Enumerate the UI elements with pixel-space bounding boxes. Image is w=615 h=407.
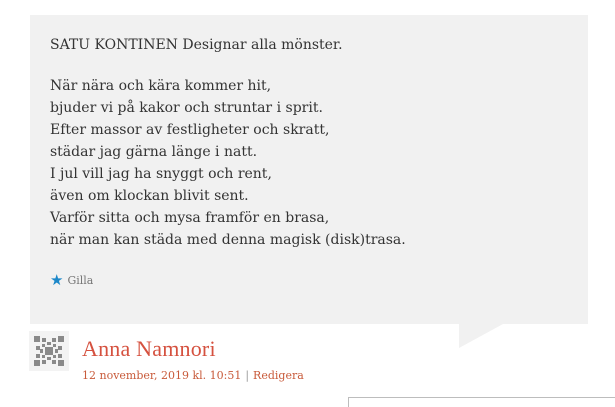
comment-bubble-tail bbox=[459, 324, 503, 348]
comment-meta bbox=[82, 369, 304, 383]
comment-author[interactable]: Anna Namnori bbox=[82, 336, 216, 361]
comment-date-link[interactable]: 12 november, 2019 kl. 10:51 bbox=[82, 369, 242, 382]
poem-line: även om klockan blivit sent. bbox=[50, 188, 249, 204]
edit-link[interactable]: Redigera bbox=[253, 369, 304, 382]
poem-line: städar jag gärna länge i natt. bbox=[50, 144, 258, 160]
poem-line: när man kan städa med denna magisk (disk)trasa. bbox=[50, 232, 406, 248]
comment-intro: SATU KONTINEN Designar alla mönster. bbox=[50, 37, 343, 53]
next-comment-box bbox=[348, 397, 615, 407]
poem-line: bjuder vi på kakor och struntar i sprit. bbox=[50, 100, 323, 116]
poem-line: Efter massor av festligheter och skratt, bbox=[50, 122, 330, 138]
poem-line: I jul vill jag ha snyggt och rent, bbox=[50, 166, 272, 182]
meta-separator: | bbox=[245, 369, 250, 382]
like-label[interactable]: Gilla bbox=[67, 273, 94, 287]
star-icon[interactable]: ★ bbox=[50, 270, 64, 289]
comment-bubble bbox=[30, 15, 588, 324]
like-button[interactable] bbox=[50, 271, 93, 289]
identicon-icon bbox=[32, 334, 66, 368]
poem-line: Varför sitta och mysa framför en brasa, bbox=[50, 210, 330, 226]
comment-body bbox=[50, 34, 570, 251]
identicon-avatar[interactable] bbox=[29, 331, 69, 371]
poem-line: När nära och kära kommer hit, bbox=[50, 78, 272, 94]
